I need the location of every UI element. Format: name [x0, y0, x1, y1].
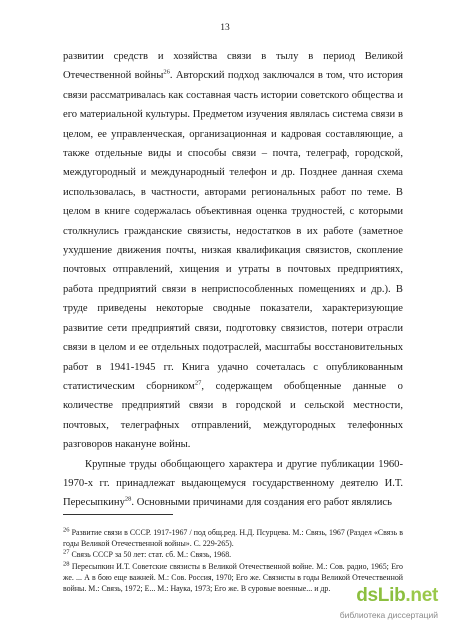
footnote-26: [63, 527, 403, 549]
page-number: 13: [220, 23, 230, 33]
body-text: [63, 47, 403, 513]
logo-main: dsLib: [356, 585, 406, 606]
footnote-text: Развитие связи в СССР. 1917-1967 / под общ.ред. Н.Д. Псурцева. М.: Связь, 1967 (Раздел «Связь в годы Великой Отечественной войны». С. 229-265).: [63, 528, 403, 549]
paragraph-1-part-3: , содержащем обобщенные данные о количестве предприятий связи в городской и сельской местности, почтовых, телеграфных отправлений, междугородных телефонных разговоров накануне войны.: [63, 380, 403, 451]
footnote-text: Пересыпкин И.Т. Советские связисты в Великой Отечественной войне. М.: Сов. радио, 1965; Его же. ... А в бою еще важней. М.: Сов. Россия, 1970; Его же. Связисты в годы Великой Отечественной войны. М.: Связь, 1972; Е... М.: Наука, 1973; Его же. В суровые военные... и др.: [63, 561, 403, 594]
footnote-ref-27[interactable]: 27: [194, 379, 202, 387]
footnote-ref-26[interactable]: 26: [163, 68, 170, 76]
paragraph-1: [63, 47, 403, 455]
footnote-ref-28[interactable]: 28: [124, 495, 132, 503]
dslib-watermark[interactable]: [312, 585, 442, 625]
footnote-divider: [63, 514, 173, 515]
dslib-logo: [356, 585, 438, 607]
paragraph-2: [63, 455, 403, 513]
paragraph-2-part-2: . Основными причинами для создания его работ являлись: [131, 497, 392, 509]
footnote-number: 28: [63, 559, 70, 567]
footnote-number: 26: [63, 526, 70, 534]
footnote-text: Связь СССР за 50 лет: стат. сб. М.: Связь, 1968.: [69, 550, 232, 560]
footnote-number: 27: [63, 548, 70, 556]
paragraph-1-part-2: . Авторский подход заключался в том, что история связи рассматривалась как составная часть истории советского общества и его материальной культуры. Предметом изучения являлась система связи в целом, ее управленческая, организационная и кадровая составляющие, а также отдельные виды и способы связи – почта, телеграф, городской, междугородный и международный телефон и др. Позднее данная схема использовалась, в частности, авторами региональных работ по теме. В целом в книге содержалась объективная оценка трудностей, с которыми столкнулись гражданские связисты, недостатков в их работе (заметное ухудшение движения почты, низкая квалификация связистов, скопление почтовых отправлений, хищения и утраты в почтовых предприятиях, работа предприятий связи в неприспособленных помещениях и др.). В труде приведены некоторые сводные показатели, характеризующие развитие сети предприятий связи, подготовку связистов, потери отрасли связи в целом и ее отдельных подотраслей, масштабы восстановительных работ в 1941-1945 гг. Книга удачно сочеталась с опубликованным статистическим сборником: [63, 70, 403, 392]
paragraph-1-part-1: развитии средств и хозяйства связи в тылу в период Великой Отечественной войны: [63, 51, 403, 82]
paragraph-2-part-1: Крупные труды обобщающего характера и другие публикации 1960-1970-х гг. принадлежат выдающемуся государственному деятелю И.Т. Пересыпкину: [63, 458, 403, 509]
footnote-27: [63, 549, 403, 560]
watermark-subtitle: библиотека диссертаций: [339, 610, 438, 620]
logo-tld: .net: [405, 585, 438, 606]
